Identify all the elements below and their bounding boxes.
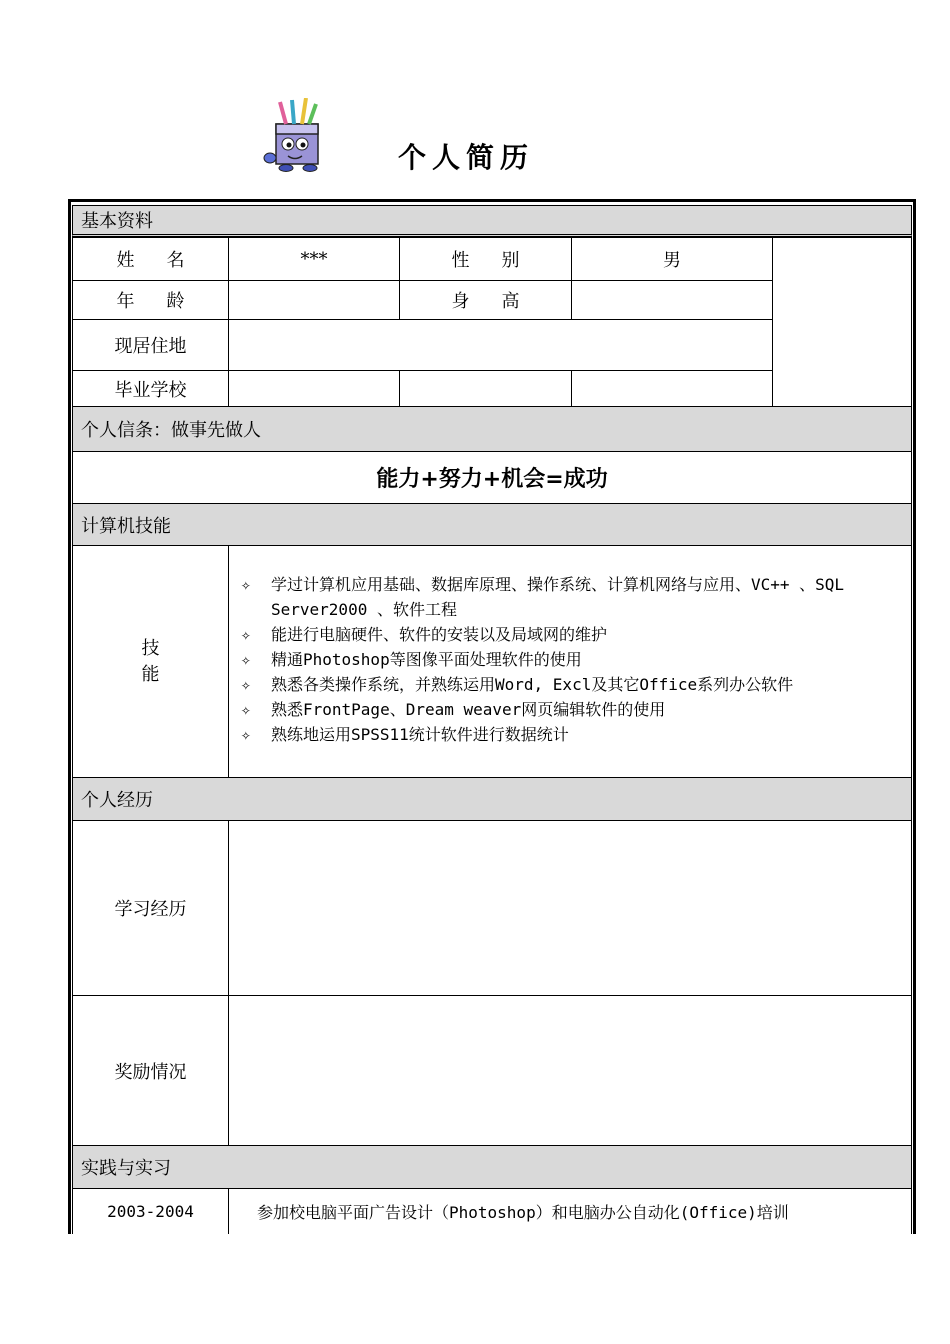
skill-item [241, 697, 911, 722]
skill-text: 精通Photoshop等图像平面处理软件的使用 [271, 650, 582, 669]
study-label: 学习经历 [72, 820, 229, 996]
skills-list [241, 572, 911, 747]
name-value: *** [228, 237, 400, 281]
gender-value: 男 [571, 237, 773, 281]
section-computer-title: 计算机技能 [81, 515, 171, 537]
section-practice-title: 实践与实习 [81, 1158, 171, 1179]
age-value [228, 280, 400, 320]
bullet-icon: ✧ [241, 700, 251, 719]
age-label: 年 龄 [72, 280, 229, 320]
name-label: 姓 名 [72, 237, 229, 281]
motto-text: 能力+努力+机会=成功 [72, 451, 912, 504]
bullet-icon: ✧ [241, 575, 251, 594]
section-computer-header [72, 503, 912, 546]
skill-item [241, 622, 911, 647]
bullet-icon: ✧ [241, 725, 251, 744]
page-title: 个人简历 [398, 141, 535, 174]
bullet-icon: ✧ [241, 650, 251, 669]
school-value-3 [571, 370, 773, 407]
bullet-icon: ✧ [241, 675, 251, 694]
photo-cell [772, 237, 912, 407]
skill-item [241, 647, 911, 672]
award-value [228, 995, 912, 1146]
school-label: 毕业学校 [72, 370, 229, 407]
motto-header [72, 406, 912, 452]
address-label: 现居住地 [72, 319, 229, 371]
study-value [228, 820, 912, 996]
section-basic-title: 基本资料 [81, 211, 153, 232]
practice-period: 2003-2004 [72, 1188, 229, 1234]
section-basic-header [72, 205, 912, 237]
section-practice-header [72, 1145, 912, 1189]
height-value [571, 280, 773, 320]
skill-item [241, 672, 911, 697]
motto-label: 个人信条：做事先做人 [81, 420, 261, 441]
practice-desc: 参加校电脑平面广告设计（Photoshop）和电脑办公自动化(Office)培训 [228, 1188, 912, 1234]
skill-text: 熟悉各类操作系统，并熟练运用Word, Excl及其它Office系列办公软件 [271, 675, 794, 694]
skills-label: 技 能 [72, 545, 229, 778]
school-value-2 [399, 370, 572, 407]
height-label: 身 高 [399, 280, 572, 320]
section-experience-header [72, 777, 912, 821]
skill-text: 熟悉FrontPage、Dream weaver网页编辑软件的使用 [271, 700, 666, 719]
bullet-icon: ✧ [241, 625, 251, 644]
skills-list-cell [228, 545, 912, 778]
pencil-cup-icon [262, 98, 328, 172]
skill-text: 熟练地运用SPSS11统计软件进行数据统计 [271, 725, 569, 744]
gender-label: 性 别 [399, 237, 572, 281]
skill-text: 学过计算机应用基础、数据库原理、操作系统、计算机网络与应用、VC++ 、SQL Server2000 、软件工程 [271, 575, 845, 619]
skill-item [241, 722, 911, 747]
address-value [228, 319, 773, 371]
school-value-1 [228, 370, 400, 407]
award-label: 奖励情况 [72, 995, 229, 1146]
skill-text: 能进行电脑硬件、软件的安装以及局域网的维护 [271, 625, 608, 644]
skill-item [241, 572, 911, 622]
section-experience-title: 个人经历 [81, 790, 153, 811]
